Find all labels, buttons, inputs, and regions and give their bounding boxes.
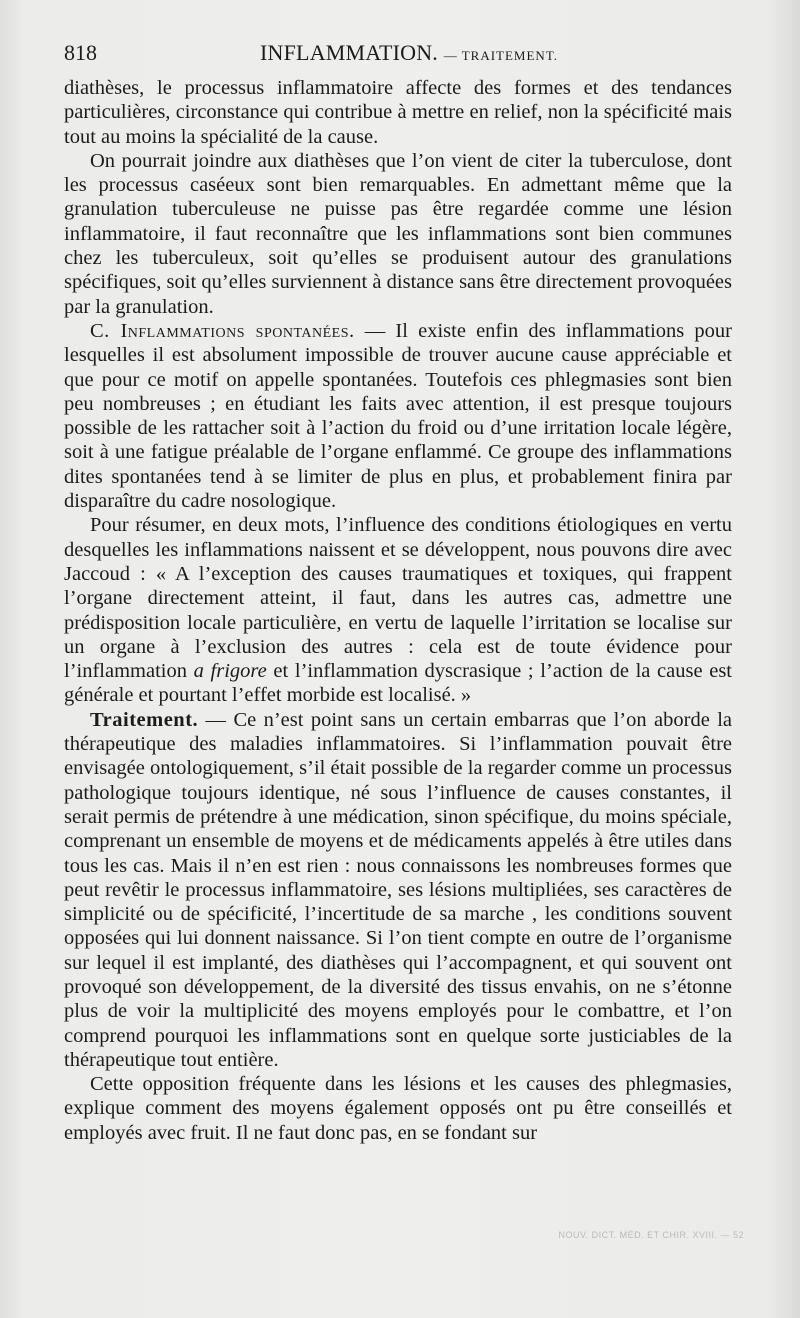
paragraph-resume-end: et l’inflammation dyscrasique ; l’action de la cause est générale et pourtant l’effet morbide est localisé. » [64,660,732,707]
paragraph-spontanees-body: — Il existe enfin des inflammations pour lesquelles il est absolument impossible de trouver aucune cause appréciable et que pour ce motif on appelle spontanées. Toutefois ces phlegmasies sont bien peu nombreuses ; en étudiant les faits avec attention, il est presque toujours possible de les rattacher soit à l’action du froid ou d’une irritation locale légère, soit à une fatigue préalable de l’organe enflammé. Ce groupe des inflammations dites spontanées tend à se limiter de plus en plus, et probablement finira par disparaître du cadre nosologique. [64,319,732,513]
latin-phrase: a frigore [193,660,267,683]
paragraph-tuberculose: On pourrait joindre aux diathèses que l’on vient de citer la tuberculose, dont les processus caséeux sont bien remarquables. En admettant même que la granulation tuberculeuse ne puisse pas être regardée comme une lésion inflammatoire, il faut reconnaître que les inflammations sont bien communes chez les tuberculeux, soit qu’elles se produisent autour des granulations spécifiques, soit qu’elles surviennent à distance sans être directement provoquées par la granulation. [64,149,732,318]
paragraph-resume-start: Pour résumer, en deux mots, l’influence des conditions étiologiques en vertu desquelles les inflammations naissent et se développent, nous pouvons dire avec Jaccoud : « A l’exception des causes traumatiques et toxiques, qui frappent l’organe directement atteint, il faut, dans les autres cas, admettre une prédisposition locale particulière, en vertu de laquelle l’irritation se localise sur un organe à l’exclusion des autres : cela est de toute évidence pour l’inflammation [64,514,732,683]
paragraph-continuation: diathèses, le processus inflammatoire affecte des formes et des tendances particulières, circonstance qui contribue à mettre en relief, non la spécificité mais tout au moins la spécialité de la cause. [64,77,732,148]
section-heading-traitement: Traitement. [90,708,199,731]
paragraph-spontanees [64,319,732,513]
body-text [64,76,732,1145]
running-header [64,40,744,68]
paragraph-opposition: Cette opposition fréquente dans les lésions et les causes des phlegmasies, explique comment des moyens également opposés ont pu être conseillés et employés avec fruit. Il ne faut donc pas, en se fondant sur [64,1073,732,1144]
paragraph-traitement [64,708,732,1072]
bleed-through-footer: NOUV. DICT. MÉD. ET CHIR. XVIII. — 52 [558,1230,744,1240]
paragraph-traitement-body: — Ce n’est point sans un certain embarras que l’on aborde la thérapeutique des maladies inflammatoires. Si l’inflammation pouvait être envisagée ontologiquement, s’il était possible de la regarder comme un processus pathologique toujours identique, né sous l’influence de causes constantes, il serait permis de prétendre à une médication, sinon spécifique, du moins spéciale, comprenant un ensemble de moyens et de médicaments appelés à être utiles dans tous les cas. Mais il n’en est rien : nous connaissons les nombreuses formes que peut revêtir le processus inflammatoire, ses lésions multipliées, ses caractères de simplicité ou de spécificité, l’incertitude de sa marche , les conditions souvent opposées qui lui donnent naissance. Si l’on tient compte en outre de l’organisme sur lequel il est implanté, des diathèses qui l’accompagnent, et qui souvent ont provoqué son développement, de la diversité des tissus envahis, on ne s’étonne plus de voir la multiplicité des moyens employés pour le combattre, et l’on comprend pourquoi les inflammations sont en quelque sorte justiciables de la thérapeutique tout entière. [64,708,732,1071]
section-subtitle: — TRAITEMENT. [443,48,559,63]
page-number: 818 [64,40,97,65]
subsection-heading-spontanees: C. Inflammations spontanées. [90,319,355,342]
paragraph-resume [64,513,732,707]
running-title [260,40,558,66]
section-title: INFLAMMATION. [260,40,438,65]
